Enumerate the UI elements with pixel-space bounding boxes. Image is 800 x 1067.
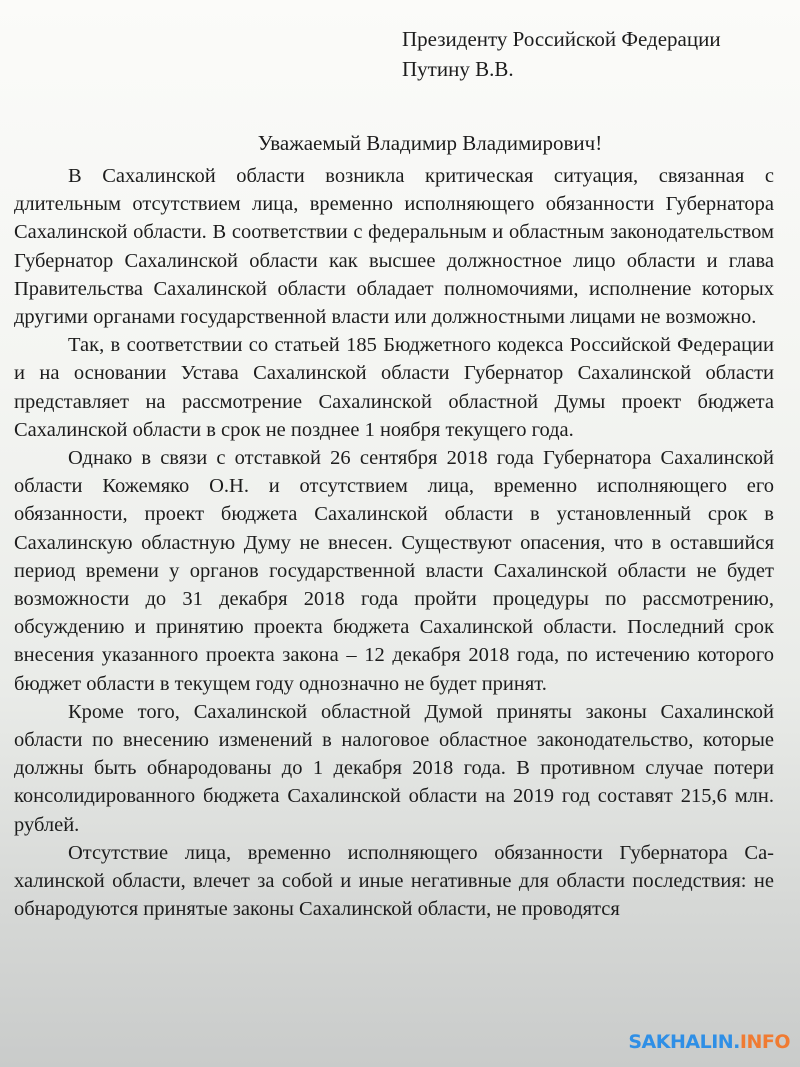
paragraph-1: В Сахалинской области возникла критическая ситуация, связанная с длительным отсутствием лица, временно исполняющего обязанности Губернатора Сахалинской области. В соответствии с федеральным и областным законодательством Губернатор Сахалинской области как высшее должностное лицо области и глава Правительства Сахалинской области обладает полномочиями, исполнение которых другими органами государственной власти или должностными лицами не возможно.: [14, 165, 774, 329]
salutation: Уважаемый Владимир Владимирович!: [257, 131, 603, 155]
letter-body: [14, 162, 774, 923]
paragraph-3: Однако в связи с отставкой 26 сентября 2018 года Губернатора Сахалинской области Кожемяко О.Н. и отсутствием лица, временно исполняющего его обязанности, проект бюджета Сахалинской области в установленный срок в Сахалинскую областную Думу не внесен. Существуют опасения, что в оставшийся период времени у органов государственной власти Сахалинской области не будет возможности до 31 декабря 2018 года пройти процедуры по рассмотрению, обсуждению и принятию проекта бюджета Сахалинской области. Последний срок внесения указанного проекта закона – 12 декабря 2018 года, по истечению которого бюджет области в текущем году однозначно не будет принят.: [14, 447, 774, 695]
paragraph-5: Отсутствие лица, временно исполняющего обязанности Губернатора Сахалинской области, влечет за собой и иные негативные для области последствия: не обнародуются принятые законы Сахалинской области, не проводятся: [14, 841, 774, 921]
paragraph-4: Кроме того, Сахалинской областной Думой приняты законы Сахалинской области по внесению изменений в налоговое областное законодательство, которые должны быть обнародованы до 1 декабря 2018 года. В противном случае потери консолидированного бюджета Сахалинской области на 2019 год составят 215,6 млн. рублей.: [14, 700, 774, 836]
watermark-part-2: INFO: [739, 1031, 790, 1053]
watermark-part-1: SAKHALIN.: [628, 1031, 740, 1053]
watermark-logo: [628, 1031, 790, 1053]
paragraph-2: Так, в соответствии со статьей 185 Бюджетного кодекса Российской Федерации и на основании Устава Сахалинской области Губернатор Сахалинской области представляет на рассмотрение Сахалинской областной Думы проект бюджета Сахалинской области в срок не позднее 1 ноября текущего года.: [14, 334, 774, 441]
addressee-name: Путину В.В.: [402, 57, 514, 81]
addressee-title: Президенту Российской Федерации: [402, 27, 721, 51]
addressee-block: [402, 24, 721, 84]
